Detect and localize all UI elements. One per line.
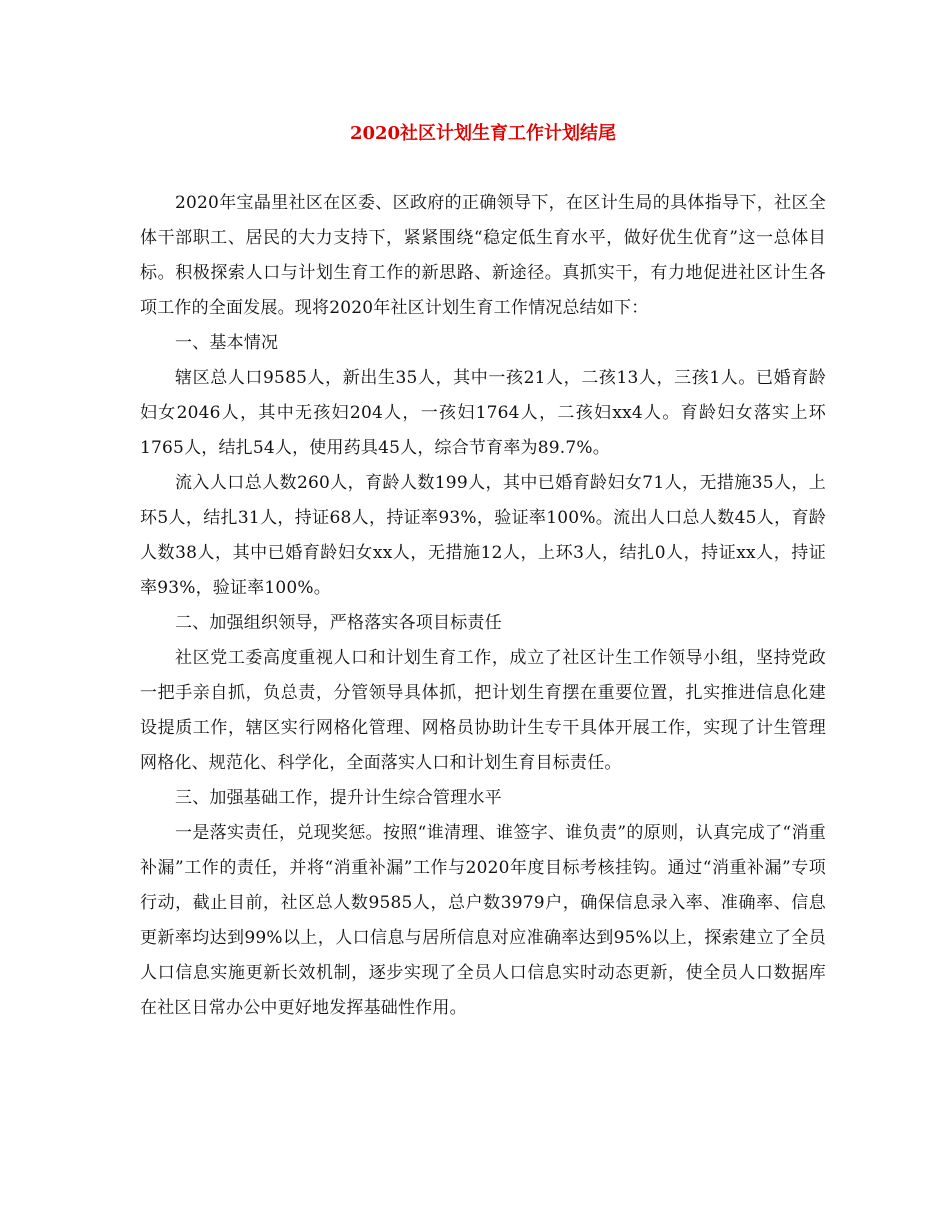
paragraph-migrant-population: 流入人口总人数260人，育龄人数199人，其中已婚育龄妇女71人，无措施35人，上环5人，结扎31人，持证68人，持证率93%，验证率100%。流出人口总人数45人，育龄人数38人，其中已婚育龄妇女xx人，无措施12人，上环3人，结扎0人，持证xx人，持证率93%，验证率100%。 <box>140 473 826 598</box>
paragraph-population: 辖区总人口9585人，新出生35人，其中一孩21人，二孩13人，三孩1人。已婚育龄妇女2046人，其中无孩妇204人，一孩妇1764人，二孩妇xx4人。育龄妇女落实上环1765人，结扎54人，使用药具45人，综合节育率为89.7%。 <box>140 368 826 458</box>
paragraph-intro: 2020年宝晶里社区在区委、区政府的正确领导下，在区计生局的具体指导下，社区全体干部职工、居民的大力支持下，紧紧围绕“稳定低生育水平，做好优生优育”这一总体目标。积极探索人口与计划生育工作的新思路、新途径。真抓实干，有力地促进社区计生各项工作的全面发展。现将2020年社区计划生育工作情况总结如下： <box>140 193 826 318</box>
section-heading-leadership: 二、加强组织领导，严格落实各项目标责任 <box>175 613 502 633</box>
section-heading-basic: 一、基本情况 <box>175 333 279 353</box>
section-heading-foundation: 三、加强基础工作，提升计生综合管理水平 <box>175 788 502 808</box>
paragraph-foundation: 一是落实责任，兑现奖惩。按照“谁清理、谁签字、谁负责”的原则，认真完成了“消重补漏”工作的责任，并将“消重补漏”工作与2020年度目标考核挂钩。通过“消重补漏”专项行动，截止目前，社区总人数9585人，总户数3979户，确保信息录入率、准确率、信息更新率均达到99%以上，人口信息与居所信息对应准确率达到95%以上，探索建立了全员人口信息实施更新长效机制，逐步实现了全员人口信息实时动态更新，使全员人口数据库在社区日常办公中更好地发挥基础性作用。 <box>140 823 826 1018</box>
document-title: 2020社区计划生育工作计划结尾 <box>349 123 617 144</box>
paragraph-leadership: 社区党工委高度重视人口和计划生育工作，成立了社区计生工作领导小组，坚持党政一把手亲自抓，负总责，分管领导具体抓，把计划生育摆在重要位置，扎实推进信息化建设提质工作，辖区实行网格化管理、网格员协助计生专干具体开展工作，实现了计生管理网格化、规范化、科学化，全面落实人口和计划生育目标责任。 <box>140 648 826 773</box>
